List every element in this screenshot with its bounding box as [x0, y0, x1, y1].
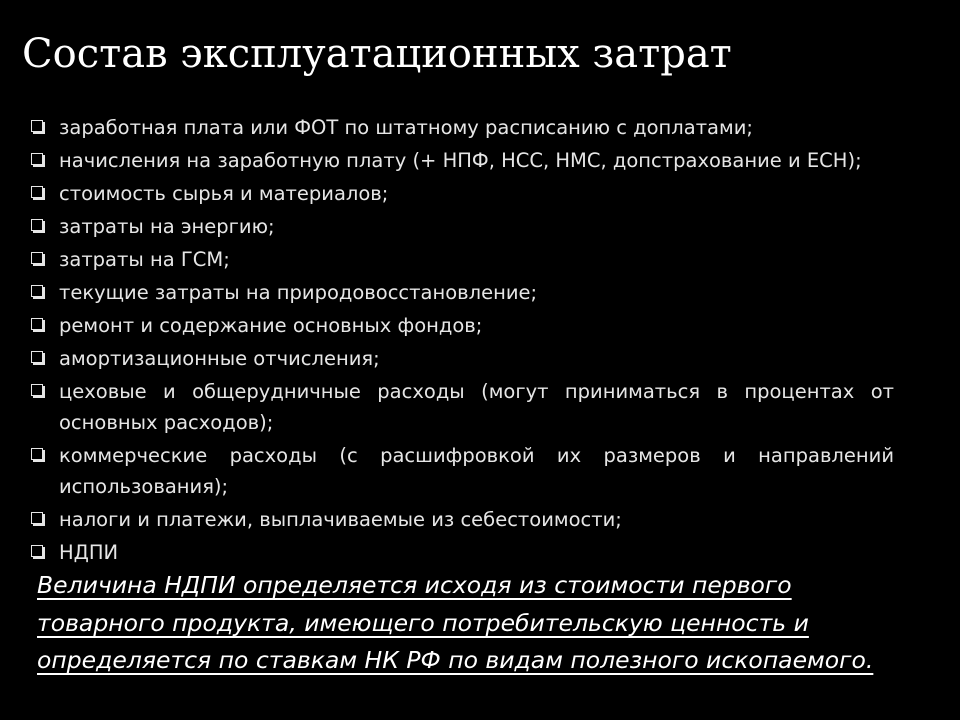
list-item-label: начисления на заработную плату (+ НПФ, НСС, НМС, допстрахование и ЕСН);: [59, 149, 862, 172]
list-item: [30, 145, 894, 176]
list-item-label: заработная плата или ФОТ по штатному расписанию с доплатами;: [59, 116, 753, 139]
list-item: [30, 277, 894, 308]
checkbox-icon: [31, 351, 43, 363]
list-item: [30, 112, 894, 143]
checkbox-icon: [31, 318, 43, 330]
list-item: [30, 537, 894, 568]
checkbox-icon: [31, 285, 43, 297]
list-item: [30, 504, 894, 535]
checkbox-icon: [31, 448, 43, 460]
list-item-label: амортизационные отчисления;: [59, 347, 380, 370]
checkbox-icon: [31, 384, 43, 396]
checkbox-icon: [31, 186, 43, 198]
list-item: [30, 211, 894, 242]
list-item: [30, 244, 894, 275]
slide-title: Состав эксплуатационных затрат: [22, 31, 732, 77]
list-item-label: налоги и платежи, выплачиваемые из себестоимости;: [59, 508, 622, 531]
list-item: [30, 310, 894, 341]
list-item-label: стоимость сырья и материалов;: [59, 182, 389, 205]
list-item-label: затраты на энергию;: [59, 215, 275, 238]
checkbox-icon: [31, 252, 43, 264]
list-item: [30, 440, 894, 502]
list-item-label: коммерческие расходы (с расшифровкой их размеров и направлений использования);: [59, 444, 894, 498]
checkbox-icon: [31, 545, 43, 557]
list-item-label: текущие затраты на природовосстановление;: [59, 281, 538, 304]
list-item-label: цеховые и общерудничные расходы (могут приниматься в процентах от основных расходов);: [59, 380, 894, 434]
list-item: [30, 376, 894, 438]
list-item-label: НДПИ: [59, 541, 119, 564]
checkbox-icon: [31, 219, 43, 231]
ndpi-note: Величина НДПИ определяется исходя из стоимости первого товарного продукта, имеющего потребительскую ценность и определяется по ставкам НК РФ по видам полезного ископаемого.: [37, 571, 874, 674]
list-item: [30, 343, 894, 374]
cost-items-list: [30, 112, 894, 570]
list-item-label: затраты на ГСМ;: [59, 248, 230, 271]
list-item: [30, 178, 894, 209]
list-item-label: ремонт и содержание основных фондов;: [59, 314, 483, 337]
checkbox-icon: [31, 120, 43, 132]
checkbox-icon: [31, 153, 43, 165]
checkbox-icon: [31, 512, 43, 524]
